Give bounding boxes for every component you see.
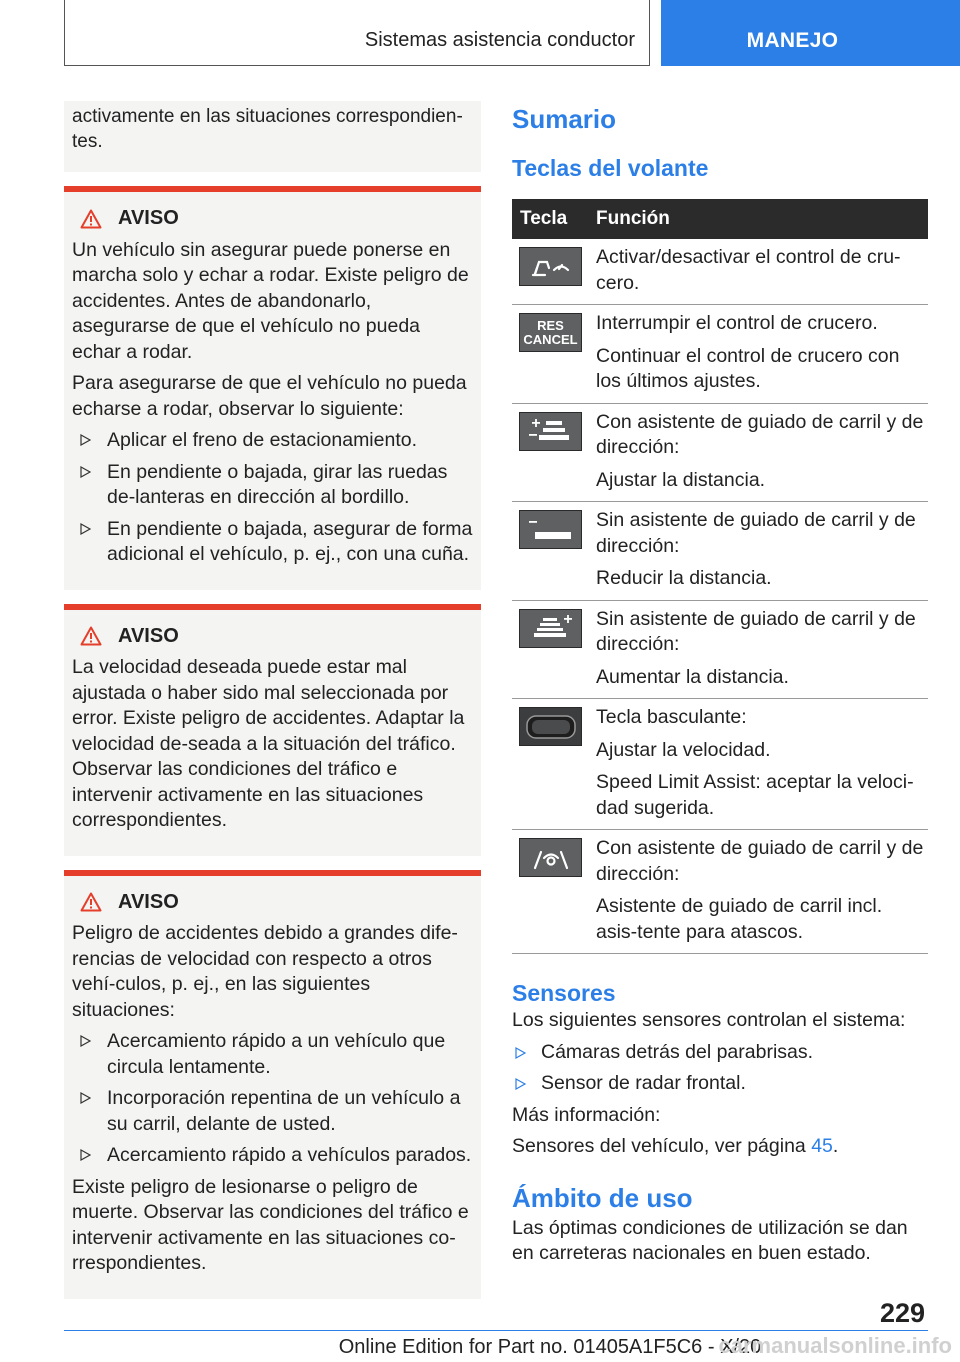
function-text: Speed Limit Assist: aceptar la veloci-dad sugerida. [596,771,914,819]
function-text: Asistente de guiado de carril incl. asis-tente para atascos. [596,895,883,943]
rocker-switch-icon [519,707,582,746]
function-text: Ajustar la velocidad. [596,738,771,761]
function-text: Aumentar la distancia. [596,665,789,688]
table-row [512,403,928,502]
function-text: Sin asistente de guiado de carril y de dirección: [596,509,916,557]
list-item: Aplicar el freno de estacionamiento. [72,428,473,454]
bullet-triangle-icon [515,1047,526,1059]
page-reference: Sensores del vehículo, ver página 45. [512,1135,839,1157]
warning-triangle-icon [80,892,102,912]
header-chapter-label: MANEJO [746,29,839,52]
function-text: Tecla basculante: [596,706,747,728]
table-row [512,239,928,305]
distance-plus-minus-icon [519,412,582,451]
warning-box-2 [64,604,481,856]
function-text: Sin asistente de guiado de carril y de dirección: [596,607,916,655]
table-row [512,502,928,601]
scope-text: Las óptimas condiciones de utilización se dan en carreteras nacionales en buen estado. [512,1216,908,1264]
bullet-triangle-icon [80,434,91,446]
list-item: Acercamiento rápido a vehículos parados. [72,1143,473,1169]
warning-list [72,1029,473,1169]
warning-triangle-icon [80,209,102,229]
table-row [512,305,928,404]
table-row [512,830,928,954]
warning-title: AVISO [80,890,473,916]
list-item: Cámaras detrás del parabrisas. [512,1040,928,1066]
bullet-triangle-icon [80,1035,91,1047]
function-text: Ajustar la distancia. [596,468,766,491]
warning-paragraph: Peligro de accidentes debido a grandes dife-rencias de velocidad con respecto a otros vehí-culos, p. ej., en las siguientes situaciones: [72,922,458,1021]
table-header-function: Función [589,199,928,239]
function-text: Continuar el control de crucero con los últimos ajustes. [596,344,900,392]
table-row [512,699,928,830]
page-link[interactable]: 45 [811,1135,833,1157]
warning-paragraph: Existe peligro de lesionarse o peligro de muerte. Observar las condiciones del tráfico e intervenir activamente en las situaciones co-rrespondientes. [72,1175,469,1274]
list-item: Incorporación repentina de un vehículo a su carril, delante de usted. [72,1086,473,1137]
subheading-teclas: Teclas del volante [512,155,709,181]
sensors-intro: Los siguientes sensores controlan el sistema: [512,1009,906,1031]
list-item: En pendiente o bajada, asegurar de forma adicional el vehículo, p. ej., con una cuña. [72,517,473,568]
continued-warning-box [64,101,481,172]
distance-plus-icon [519,609,582,648]
function-text: Con asistente de guiado de carril y de dirección: [596,410,924,458]
header-section-title: Sistemas asistencia conductor [364,29,635,51]
bullet-triangle-icon [80,1149,91,1161]
warning-box-3 [64,870,481,1299]
list-item: Sensor de radar frontal. [512,1071,928,1097]
table-row [512,600,928,699]
table-header-row [512,199,928,239]
footer-divider [64,1330,928,1331]
warning-list [72,428,473,568]
steering-keys-table [512,199,928,954]
bullet-triangle-icon [80,523,91,535]
watermark: carmanualsonline.info [718,1333,952,1358]
header-chapter-tab[interactable] [661,0,960,66]
distance-minus-icon [519,510,582,549]
bullet-triangle-icon [515,1078,526,1090]
table-header-key: Tecla [512,199,589,239]
list-item: En pendiente o bajada, girar las ruedas de-lanteras en dirección al bordillo. [72,460,473,511]
bullet-triangle-icon [80,466,91,478]
sensors-list [512,1040,928,1097]
function-text: Reducir la distancia. [596,567,772,589]
cruise-control-icon [519,247,582,286]
res-cancel-icon: RES CANCEL [519,313,582,352]
list-item: Acercamiento rápido a un vehículo que circula lentamente. [72,1029,473,1080]
warning-box-1 [64,186,481,590]
bullet-triangle-icon [80,1092,91,1104]
section-heading-sumario: Sumario [512,104,617,134]
header-section-box [64,0,650,66]
continued-text: activamente en las situaciones correspondien-tes. [72,106,463,152]
subheading-sensores: Sensores [512,980,616,1006]
right-column [512,101,928,1267]
warning-title: AVISO [80,206,473,232]
function-text: Con asistente de guiado de carril y de dirección: [596,837,924,885]
more-info-label: Más información: [512,1103,661,1126]
warning-paragraph: La velocidad deseada puede estar mal ajustada o haber sido mal seleccionada por error. Existe peligro de accidentes. Adaptar la velocidad de-seada a la situación del tráfico. Observar las condiciones del tráfico e intervenir activamente en las situaciones correspondientes. [72,656,465,831]
function-text: Interrumpir el control de crucero. [596,312,878,334]
page-number: 229 [880,1298,926,1328]
warning-paragraph: Para asegurarse de que el vehículo no pueda echarse a rodar, observar lo siguiente: [72,372,467,420]
function-text: Activar/desactivar el control de cru-cero. [596,246,901,294]
footer-edition: Online Edition for Part no. 01405A1F5C6 - X/20 [338,1336,762,1358]
lane-assist-icon [519,838,582,877]
left-column [64,101,481,1299]
warning-triangle-icon [80,626,102,646]
section-heading-ambito: Ámbito de uso [512,1182,693,1213]
warning-title: AVISO [80,624,473,650]
warning-paragraph: Un vehículo sin asegurar puede ponerse en marcha solo y echar a rodar. Existe peligro de accidentes. Antes de abandonarlo, asegurarse de que el vehículo no pueda echar a rodar. [72,238,469,363]
